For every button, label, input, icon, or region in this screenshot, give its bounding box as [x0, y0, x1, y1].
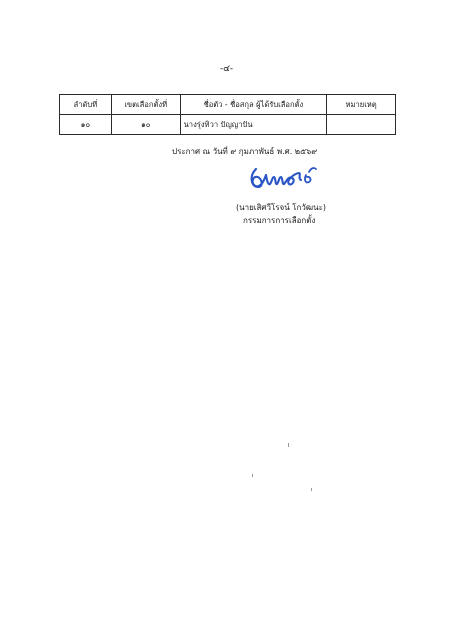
scan-speck	[288, 443, 289, 447]
header-district: เขตเลือกตั้งที่	[111, 95, 180, 115]
cell-order: ๑๐	[60, 115, 112, 135]
cell-name: นางรุ่งทิวา ปัญญาปัน	[180, 115, 327, 135]
scan-speck	[252, 474, 253, 477]
cell-remark	[327, 115, 396, 135]
header-order: ลำดับที่	[60, 95, 112, 115]
announcement-date: ประกาศ ณ วันที่ ๙ กุมภาพันธ์ พ.ศ. ๒๕๖๙	[172, 147, 318, 156]
header-remark: หมายเหตุ	[327, 95, 396, 115]
cell-district: ๑๐	[111, 115, 180, 135]
handwritten-signature	[246, 163, 330, 193]
table-header-row	[60, 95, 396, 115]
header-name: ชื่อตัว - ชื่อสกุล ผู้ได้รับเลือกตั้ง	[180, 95, 327, 115]
signer-position: กรรมการการเลือกตั้ง	[243, 216, 316, 225]
page-number: -๔-	[219, 64, 234, 74]
table-row	[60, 115, 396, 135]
results-table	[59, 94, 396, 135]
scan-speck	[311, 488, 312, 491]
signer-name: (นายเสิศวีโรจน์ โกวัฒนะ)	[236, 203, 326, 212]
